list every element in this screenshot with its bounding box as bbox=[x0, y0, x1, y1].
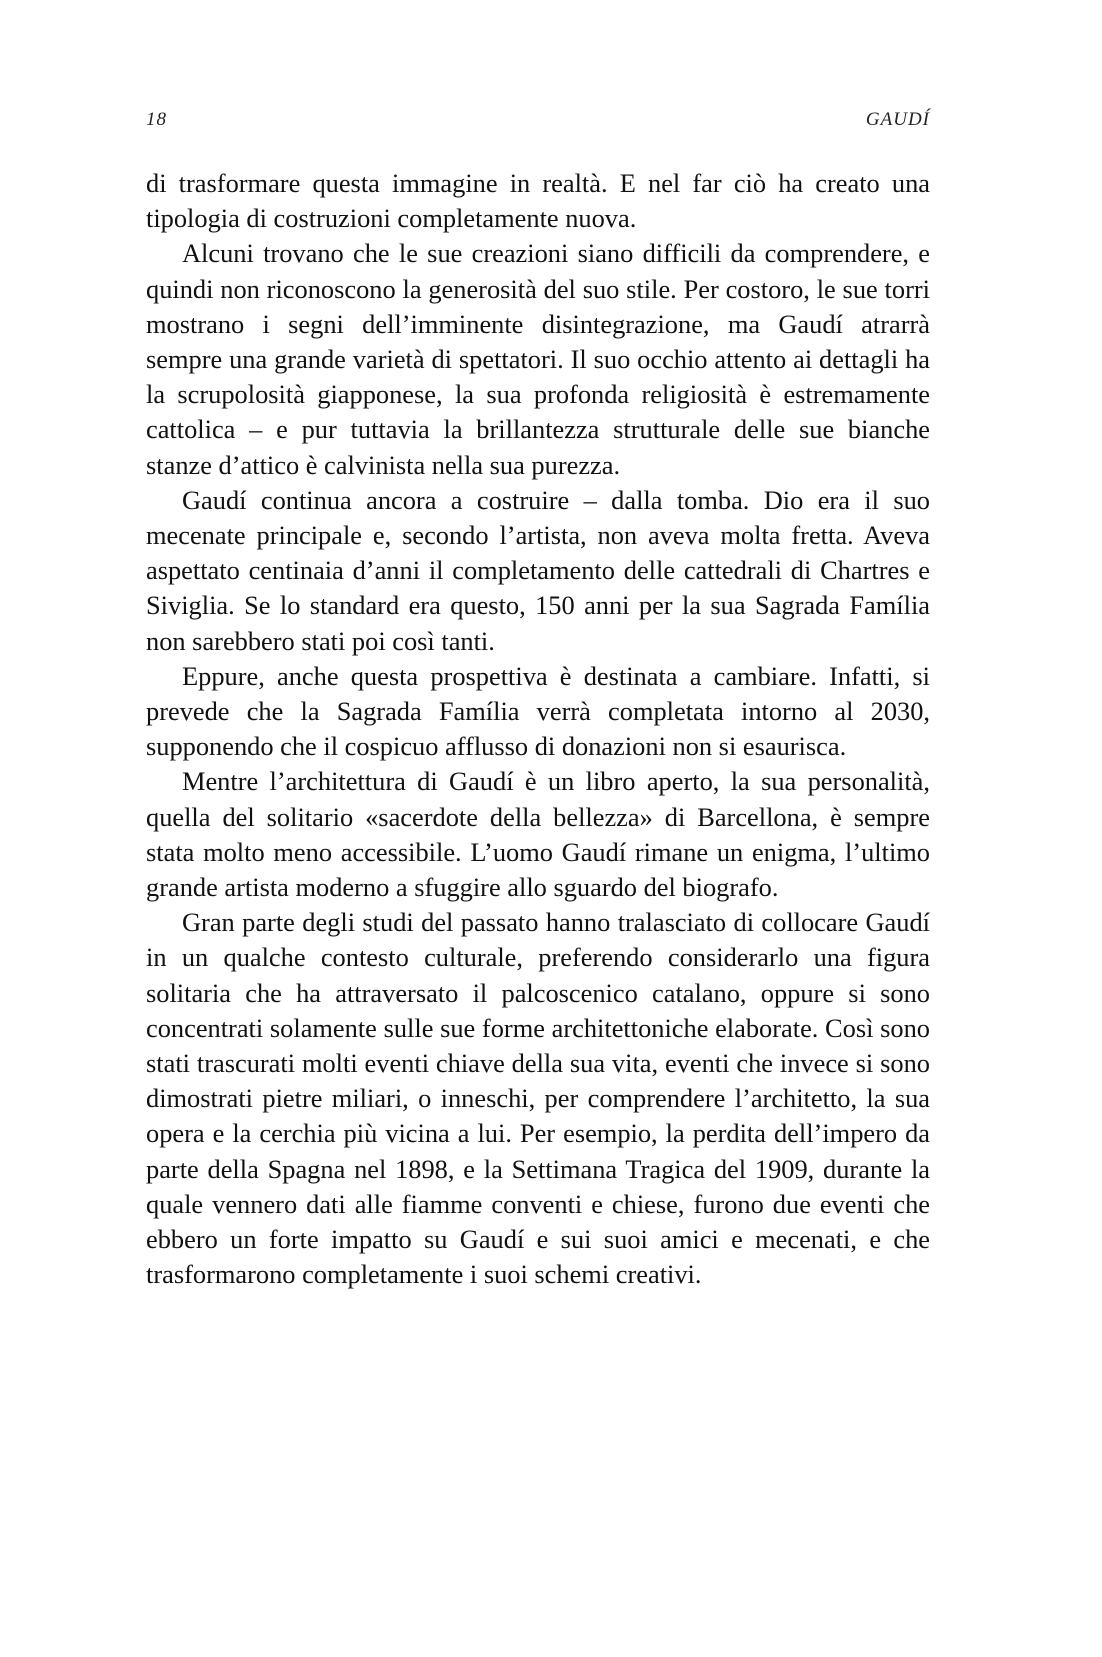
paragraph: Gaudí continua ancora a costruire – dalla tomba. Dio era il suo mecenate principale e, secondo l’artista, non aveva molta fretta. Aveva aspettato centinaia d’anni il completamento delle cattedrali di Chartres e Siviglia. Se lo standard era questo, 150 anni per la sua Sagrada Família non sarebbero stati poi così tanti. bbox=[146, 484, 930, 656]
paragraph: Alcuni trovano che le sue creazioni siano difficili da comprendere, e quindi non riconoscono la generosità del suo stile. Per costoro, le sue torri mostrano i segni dell’imminente disintegrazione, ma Gaudí atrarrà sempre una grande varietà di spettatori. Il suo occhio attento ai dettagli ha la scrupolosità giapponese, la sua profonda religiosità è estremamente cattolica – e pur tuttavia la brillantezza strutturale delle sue bianche stanze d’attico è calvinista nella sua purezza. bbox=[146, 238, 930, 480]
paragraph: di trasformare questa immagine in realtà. E nel far ciò ha creato una tipologia di costruzioni completamente nuova. bbox=[146, 168, 930, 234]
paragraph: Gran parte degli studi del passato hanno tralasciato di collocare Gaudí in un qualche contesto culturale, preferendo considerarlo una figura solitaria che ha attraversato il palcoscenico catalano, oppure si sono concentrati solamente sulle sue forme architettoniche elaborate. Così sono stati trascurati molti eventi chiave della sua vita, eventi che invece si sono dimostrati pietre miliari, o inneschi, per comprendere l’architetto, la sua opera e la cerchia più vicina a lui. Per esempio, la perdita dell’impero da parte della Spagna nel 1898, e la Settimana Tragica del 1909, durante la quale vennero dati alle fiamme conventi e chiese, furono due eventi che ebbero un forte impatto su Gaudí e sui suoi amici e mecenati, e che trasformarono completamente i suoi schemi creativi. bbox=[146, 907, 930, 1290]
body-text bbox=[146, 166, 930, 1293]
paragraph: Eppure, anche questa prospettiva è destinata a cambiare. Infatti, si prevede che la Sagrada Família verrà completata intorno al 2030, supponendo che il cospicuo afflusso di donazioni non si esaurisca. bbox=[146, 660, 930, 762]
paragraph: Mentre l’architettura di Gaudí è un libro aperto, la sua personalità, quella del solitario «sacerdote della bellezza» di Barcellona, è sempre stata molto meno accessibile. L’uomo Gaudí rimane un enigma, l’ultimo grande artista moderno a sfuggire allo sguardo del biografo. bbox=[146, 766, 930, 903]
page-header bbox=[146, 109, 930, 139]
page-number: 18 bbox=[146, 109, 167, 130]
running-title: GAUDÍ bbox=[865, 109, 930, 130]
